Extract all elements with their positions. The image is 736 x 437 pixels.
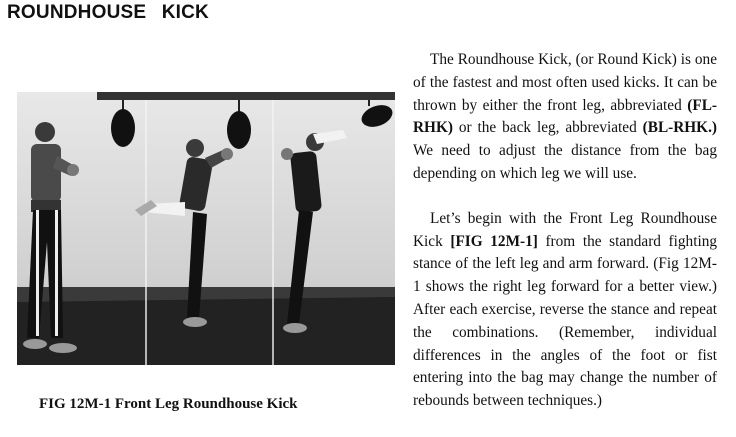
- figure-caption: FIG 12M-1 Front Leg Roundhouse Kick: [39, 396, 298, 412]
- figure-reference: [FIG 12M-1]: [450, 232, 538, 250]
- text-run: or the back leg, abbreviated: [452, 119, 643, 137]
- roundhouse-kick-photo: [17, 92, 395, 365]
- paragraph: [413, 208, 717, 413]
- abbreviation-front-leg: (FL-RHK): [413, 96, 717, 137]
- text-run: We need to adjust the distance from the bag depending on which leg we will use.: [413, 142, 717, 182]
- text-run: The Roundhouse Kick, (or Round Kick) is one of the fastest and most often used kicks. It can be thrown by either the front leg, abbreviated: [413, 51, 717, 114]
- figure-photo: [17, 92, 395, 365]
- text-run: Let’s begin with the Front Leg Roundhouse Kick: [413, 209, 717, 250]
- abbreviation-back-leg: (BL-RHK.): [642, 119, 717, 137]
- paragraph: [413, 49, 717, 186]
- page-title: ROUNDHOUSE KICK: [7, 2, 209, 23]
- article-text: [413, 49, 717, 413]
- text-run: from the standard fighting stance of the left leg and arm forward. (Fig 12M-1 shows the right leg forward for a better view.) After each exercise, reverse the stance and repeat the combinations. (Remember, individual differences in the angles of the foot or fist entering into the bag may change the number of rebounds between techniques.): [413, 232, 717, 410]
